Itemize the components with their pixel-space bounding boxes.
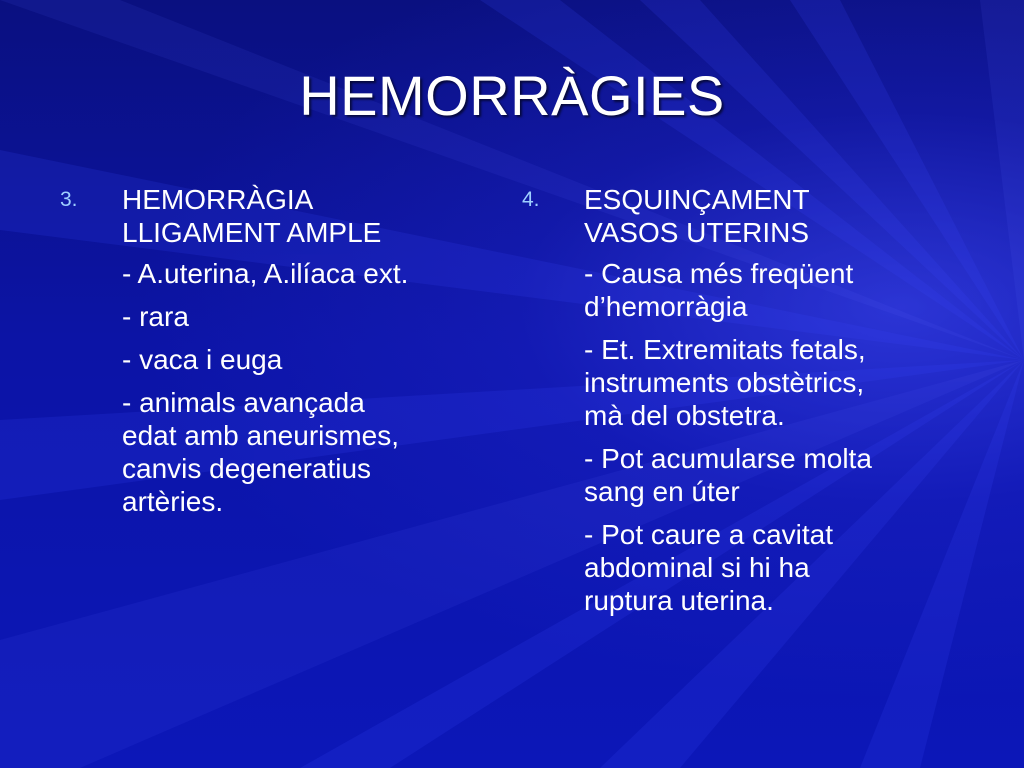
left-column	[60, 183, 480, 528]
left-subitem-line: - vaca i euga	[122, 344, 283, 375]
left-subitem-line: - A.uterina, A.ilíaca ext.	[122, 258, 409, 289]
left-heading	[60, 183, 480, 249]
right-subitem-line: - Causa més freqüent	[584, 258, 854, 289]
left-subitem-line: artèries.	[122, 486, 224, 517]
right-heading-line: ESQUINÇAMENT	[584, 184, 810, 215]
right-heading-line: VASOS UTERINS	[584, 217, 810, 248]
slide-title: HEMORRÀGIES	[299, 64, 725, 127]
right-subitem	[522, 518, 962, 617]
right-subitem	[522, 442, 962, 508]
right-column	[522, 183, 962, 627]
left-subitem-line: - animals avançada	[122, 387, 365, 418]
left-subitem-line: - rara	[122, 301, 189, 332]
left-subitem	[60, 386, 480, 518]
left-heading-line: HEMORRÀGIA	[122, 184, 314, 215]
right-subitem-line: - Pot caure a cavitat	[584, 519, 834, 550]
right-subitem-line: instruments obstètrics,	[584, 367, 865, 398]
right-heading	[522, 183, 962, 249]
right-subitem-line: ruptura uterina.	[584, 585, 774, 616]
right-list-number: 4.	[522, 188, 540, 211]
right-subitem-line: d’hemorràgia	[584, 291, 748, 322]
right-subitem-line: sang en úter	[584, 476, 740, 507]
left-subitem-line: edat amb aneurismes,	[122, 420, 400, 451]
left-list-number: 3.	[60, 188, 78, 211]
left-subitem-line: canvis degeneratius	[122, 453, 372, 484]
left-subitem	[60, 300, 480, 333]
right-subitem-line: abdominal si hi ha	[584, 552, 810, 583]
right-subitem-line: mà del obstetra.	[584, 400, 785, 431]
left-subitem	[60, 343, 480, 376]
left-subitem	[60, 257, 480, 290]
left-heading-line: LLIGAMENT AMPLE	[122, 217, 382, 248]
right-subitem	[522, 257, 962, 323]
right-subitem-line: - Et. Extremitats fetals,	[584, 334, 866, 365]
right-subitem	[522, 333, 962, 432]
right-subitem-line: - Pot acumularse molta	[584, 443, 872, 474]
